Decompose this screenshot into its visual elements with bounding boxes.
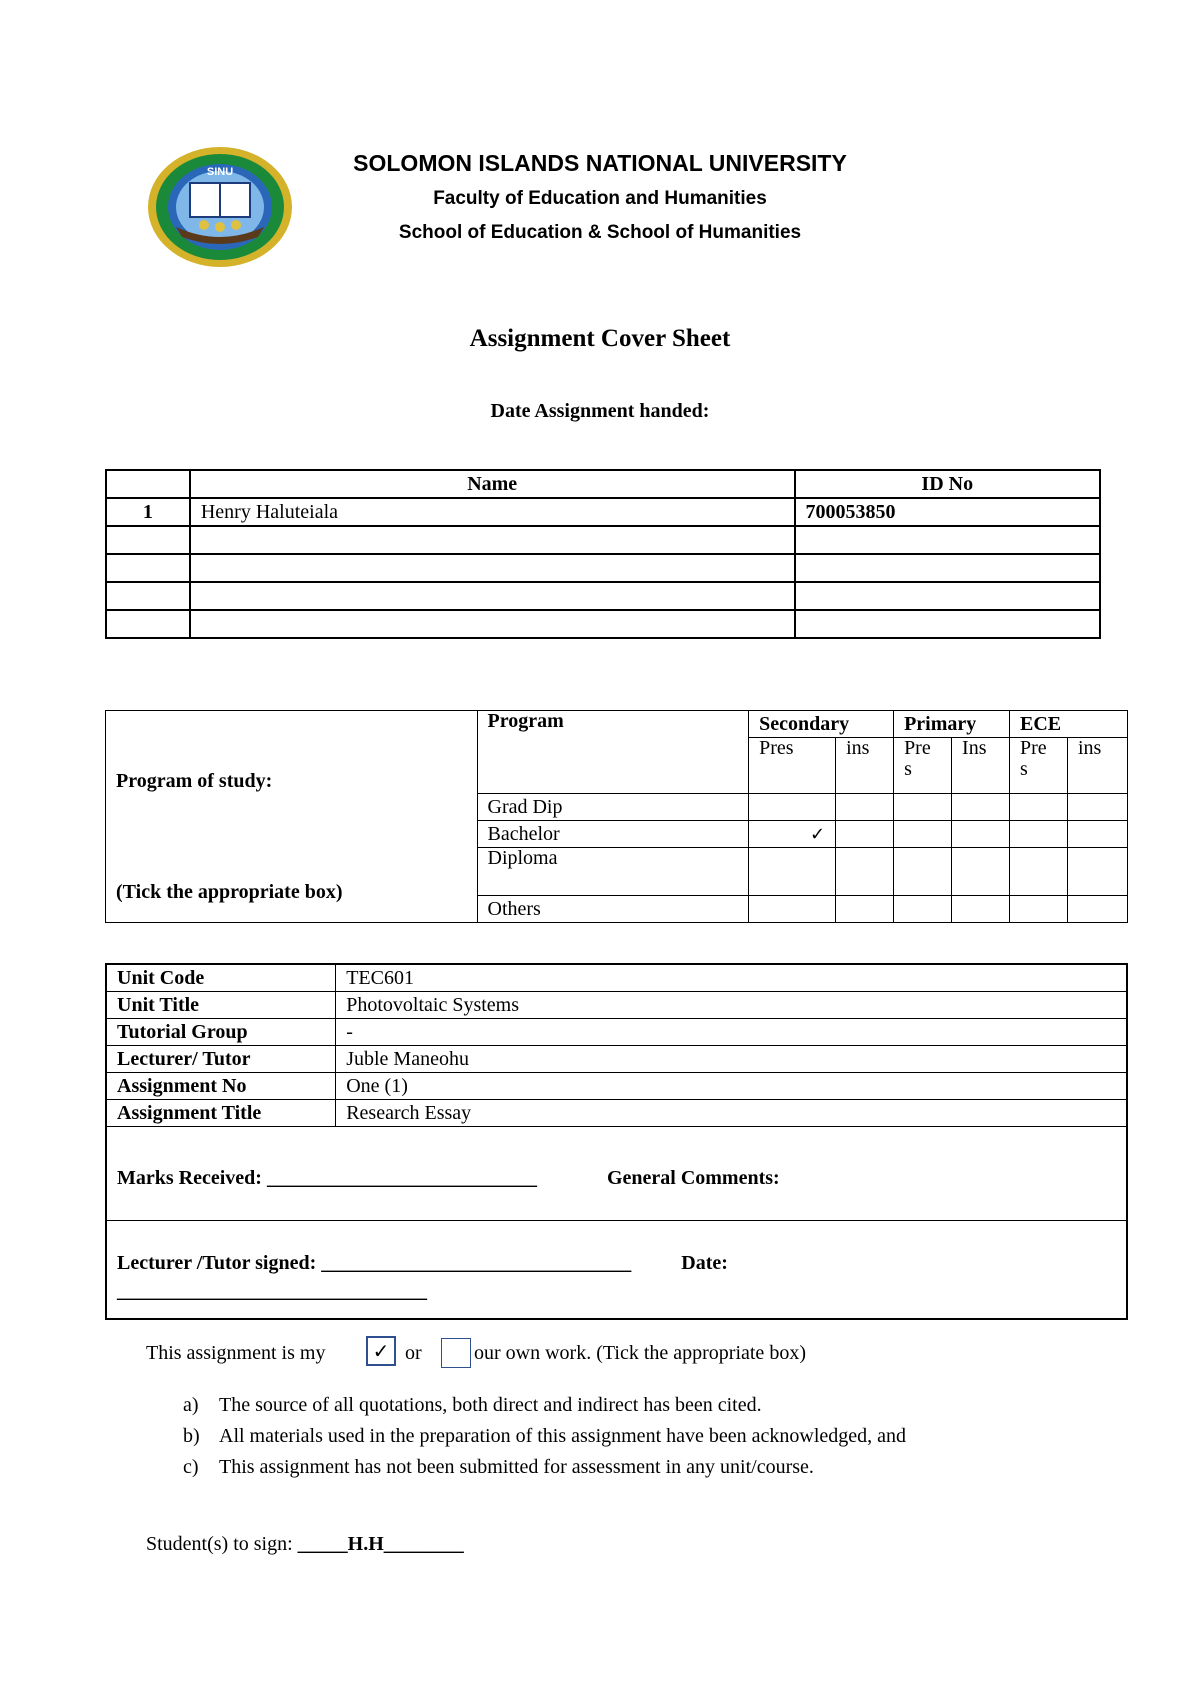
university-name: SOLOMON ISLANDS NATIONAL UNIVERSITY (353, 150, 847, 176)
header-name: Name (190, 470, 795, 498)
assignment-title-label: Assignment Title (106, 1100, 336, 1127)
table-row (106, 498, 1100, 526)
subheader-cell: Ins (952, 738, 1010, 794)
program-bachelor: Bachelor (477, 821, 749, 848)
tick-cell[interactable] (1010, 848, 1068, 896)
tick-cell[interactable] (1067, 821, 1127, 848)
tick-cell[interactable] (894, 848, 952, 896)
assignment-title-value[interactable]: Research Essay (336, 1100, 1127, 1127)
tick-cell[interactable] (836, 821, 894, 848)
tick-cell[interactable] (952, 848, 1010, 896)
declaration-line (146, 1342, 325, 1365)
list-label: a) (183, 1394, 199, 1416)
table-row (106, 1100, 1127, 1127)
table-row (106, 526, 1100, 554)
tick-cell[interactable] (749, 848, 836, 896)
list-text: This assignment has not been submitted for assessment in any unit/course. (219, 1456, 814, 1478)
student-id-cell[interactable]: 700053850 (795, 498, 1100, 526)
date-handed-label: Date Assignment handed: (490, 400, 710, 422)
list-label: c) (183, 1456, 199, 1478)
table-row (106, 964, 1127, 992)
student-id-cell[interactable] (795, 582, 1100, 610)
tick-cell[interactable] (952, 794, 1010, 821)
unit-code-value[interactable]: TEC601 (336, 964, 1127, 992)
assignment-no-label: Assignment No (106, 1073, 336, 1100)
program-header: Program (477, 711, 749, 794)
tick-cell[interactable] (836, 896, 894, 923)
program-diploma: Diploma (477, 848, 749, 896)
subheader-cell: Pres (749, 738, 836, 794)
my-own-work-checkbox[interactable]: ✓ (366, 1336, 396, 1366)
row-number (106, 582, 190, 610)
group-primary: Primary (894, 711, 1010, 738)
tick-cell[interactable] (952, 896, 1010, 923)
marks-received-label[interactable]: Marks Received: ___________________________ (117, 1167, 537, 1189)
tutorial-group-label: Tutorial Group (106, 1019, 336, 1046)
unit-title-label: Unit Title (106, 992, 336, 1019)
table-row (106, 1019, 1127, 1046)
program-of-study-label: Program of study: (116, 770, 273, 792)
list-label: b) (183, 1425, 200, 1447)
faculty-name: Faculty of Education and Humanities (433, 188, 767, 209)
tick-cell[interactable] (1067, 794, 1127, 821)
tick-cell[interactable] (836, 794, 894, 821)
date-label: Date: (681, 1252, 728, 1274)
program-grad-dip: Grad Dip (477, 794, 749, 821)
tick-cell[interactable] (749, 794, 836, 821)
tick-cell[interactable] (894, 896, 952, 923)
declaration-part1: This assignment is my (146, 1342, 326, 1364)
student-signature[interactable]: _____H.H________ (297, 1533, 464, 1555)
subheader-cell: ins (1067, 738, 1127, 794)
table-header-row (106, 470, 1100, 498)
student-id-cell[interactable] (795, 554, 1100, 582)
tick-cell[interactable] (894, 821, 952, 848)
declaration-part3: our own work. (Tick the appropriate box) (474, 1342, 806, 1364)
table-row (106, 554, 1100, 582)
tick-cell[interactable] (1067, 896, 1127, 923)
logo-text: SINU (206, 166, 234, 178)
list-item (183, 1394, 762, 1417)
table-row (106, 1046, 1127, 1073)
tick-cell-checked[interactable]: ✓ (749, 821, 836, 848)
assignment-no-value[interactable]: One (1) (336, 1073, 1127, 1100)
lecturer-signed-label[interactable]: Lecturer /Tutor signed: _______________________________ (117, 1252, 632, 1274)
header-number (106, 470, 190, 498)
tick-cell[interactable] (1010, 896, 1068, 923)
table-row (106, 992, 1127, 1019)
signature-cell (106, 1221, 1127, 1320)
subheader-cell: ins (836, 738, 894, 794)
header-id: ID No (795, 470, 1100, 498)
student-name-cell[interactable] (190, 554, 795, 582)
lecturer-label: Lecturer/ Tutor (106, 1046, 336, 1073)
student-sign-label: Student(s) to sign: (146, 1533, 293, 1555)
table-row (106, 1073, 1127, 1100)
list-item (183, 1456, 814, 1479)
list-item (183, 1425, 906, 1448)
student-names-table (105, 469, 1101, 639)
marks-cell (106, 1127, 1127, 1221)
tick-cell[interactable] (1010, 794, 1068, 821)
subheader-cell: Pre s (894, 738, 952, 794)
tick-cell[interactable] (1010, 821, 1068, 848)
program-of-study-cell (106, 711, 478, 923)
table-row (106, 582, 1100, 610)
group-secondary: Secondary (749, 711, 894, 738)
tick-cell[interactable] (836, 848, 894, 896)
student-name-cell[interactable] (190, 526, 795, 554)
tick-cell[interactable] (894, 794, 952, 821)
student-sign-line (146, 1533, 464, 1556)
program-of-study-table (105, 710, 1128, 923)
row-number (106, 554, 190, 582)
tick-instruction: (Tick the appropriate box) (116, 881, 343, 903)
our-own-work-checkbox[interactable] (441, 1338, 471, 1368)
unit-details-table (105, 963, 1128, 1320)
tick-cell[interactable] (749, 896, 836, 923)
student-id-cell[interactable] (795, 610, 1100, 638)
subheader-cell: Pre s (1010, 738, 1068, 794)
list-text: The source of all quotations, both direct and indirect has been cited. (219, 1394, 762, 1416)
row-number: 1 (106, 498, 190, 526)
school-name: School of Education & School of Humanities (398, 222, 802, 243)
student-name-cell[interactable]: Henry Haluteiala (190, 498, 795, 526)
student-name-cell[interactable] (190, 610, 795, 638)
date-line[interactable]: _______________________________ (117, 1280, 427, 1302)
student-id-cell[interactable] (795, 526, 1100, 554)
program-others: Others (477, 896, 749, 923)
list-text: All materials used in the preparation of this assignment have been acknowledged, and (219, 1425, 907, 1447)
row-number (106, 610, 190, 638)
unit-title-value[interactable]: Photovoltaic Systems (336, 992, 1127, 1019)
row-number (106, 526, 190, 554)
table-row (106, 610, 1100, 638)
unit-code-label: Unit Code (106, 964, 336, 992)
tutorial-group-value[interactable]: - (336, 1019, 1127, 1046)
page-title: Assignment Cover Sheet (469, 325, 731, 352)
group-ece: ECE (1010, 711, 1128, 738)
lecturer-value[interactable]: Juble Maneohu (336, 1046, 1127, 1073)
declaration-or: or (405, 1342, 422, 1364)
student-name-cell[interactable] (190, 582, 795, 610)
general-comments-label: General Comments: (606, 1167, 780, 1189)
tick-cell[interactable] (952, 821, 1010, 848)
tick-cell[interactable] (1067, 848, 1127, 896)
